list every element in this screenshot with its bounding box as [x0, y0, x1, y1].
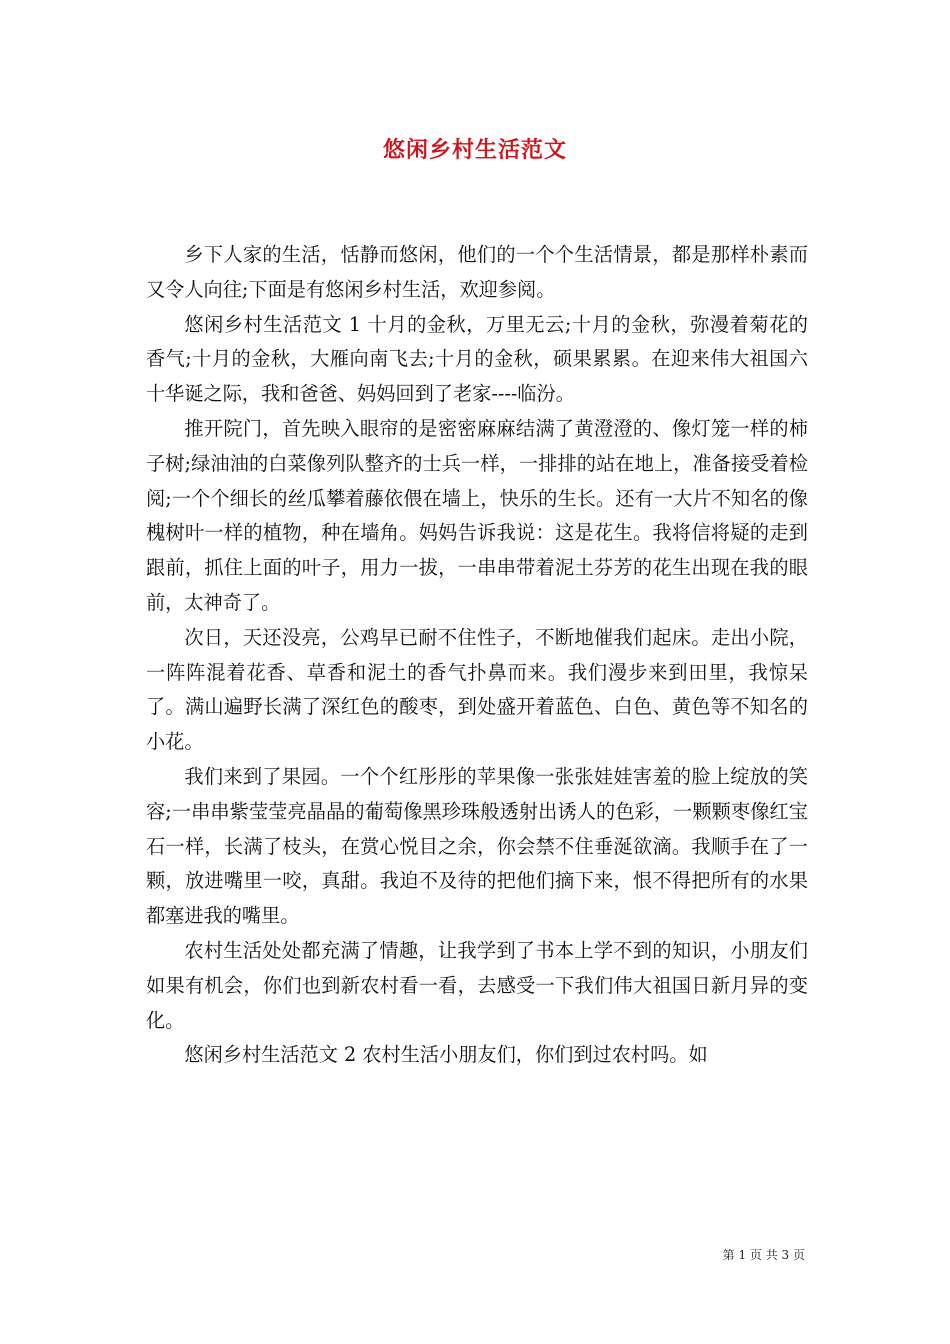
body-text [146, 238, 808, 1073]
paragraph: 悠闲乡村生活范文 1 十月的金秋，万里无云;十月的金秋，弥漫着菊花的香气;十月的金秋，大雁向南飞去;十月的金秋，硕果累累。在迎来伟大祖国六十华诞之际，我和爸爸、妈妈回到了老家----临汾。 [146, 312, 808, 406]
paragraph: 农村生活处处都充满了情趣，让我学到了书本上学不到的知识，小朋友们如果有机会，你们也到新农村看一看，去感受一下我们伟大祖国日新月异的变化。 [146, 938, 808, 1032]
paragraph: 推开院门，首先映入眼帘的是密密麻麻结满了黄澄澄的、像灯笼一样的柿子树;绿油油的白菜像列队整齐的士兵一样，一排排的站在地上，准备接受着检阅;一个个细长的丝瓜攀着藤依偎在墙上，快乐的生长。还有一大片不知名的像槐树叶一样的植物，种在墙角。妈妈告诉我说：这是花生。我将信将疑的走到跟前，抓住上面的叶子，用力一拔，一串串带着泥土芬芳的花生出现在我的眼前，太神奇了。 [146, 416, 808, 614]
page-footer: 第 1 页 共 3 页 [722, 1248, 805, 1262]
paragraph: 次日，天还没亮，公鸡早已耐不住性子，不断地催我们起床。走出小院，一阵阵混着花香、草香和泥土的香气扑鼻而来。我们漫步来到田里，我惊呆了。满山遍野长满了深红色的酸枣，到处盛开着蓝色、白色、黄色等不知名的小花。 [146, 625, 808, 754]
paragraph: 悠闲乡村生活范文 2 农村生活小朋友们，你们到过农村吗。如 [184, 1043, 708, 1067]
paragraph: 我们来到了果园。一个个红彤彤的苹果像一张张娃娃害羞的脸上绽放的笑容;一串串紫莹莹亮晶晶的葡萄像黑珍珠般透射出诱人的色彩，一颗颗枣像红宝石一样，长满了枝头，在赏心悦目之余，你会禁不住垂涎欲滴。我顺手在了一颗，放进嘴里一咬，真甜。我迫不及待的把他们摘下来，恨不得把所有的水果都塞进我的嘴里。 [146, 764, 808, 928]
paragraph: 乡下人家的生活，恬静而悠闲，他们的一个个生活情景，都是那样朴素而又令人向往;下面是有悠闲乡村生活，欢迎参阅。 [146, 243, 808, 301]
page-title: 悠闲乡村生活范文 [382, 137, 567, 163]
